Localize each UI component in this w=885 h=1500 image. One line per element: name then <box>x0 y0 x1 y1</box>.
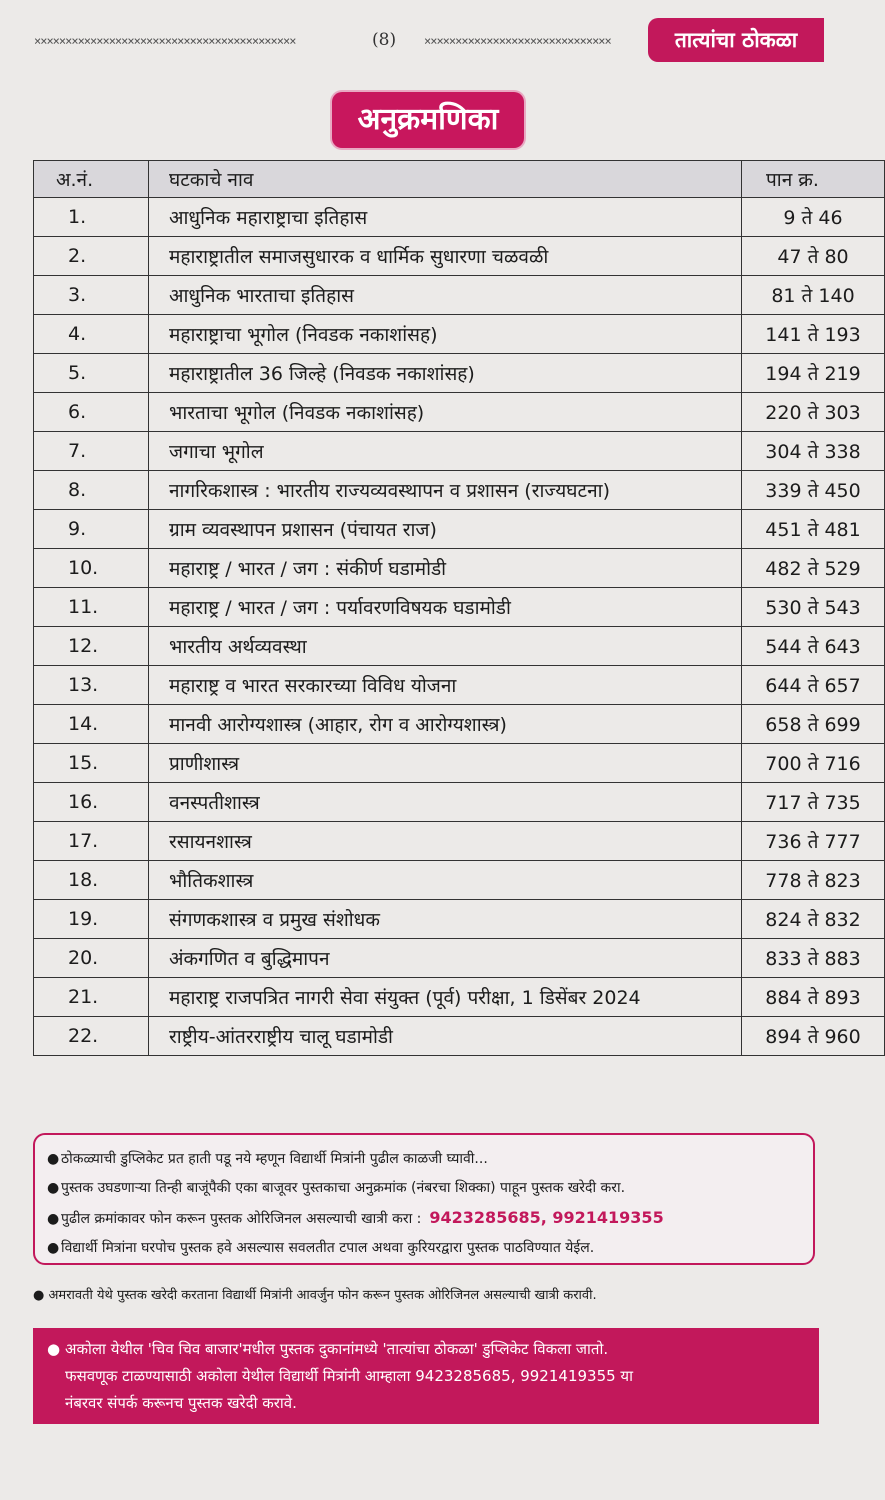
row-topic-name: भारताचा भूगोल (निवडक नकाशांसह) <box>149 393 742 432</box>
row-serial: 19. <box>34 900 149 939</box>
row-page-range: 736 ते 777 <box>742 822 885 861</box>
row-topic-name: आधुनिक भारताचा इतिहास <box>149 276 742 315</box>
note-item: ● पुढील क्रमांकावर फोन करून पुस्तक ओरिजिनल असल्याची खात्री करा : 9423285685, 9921419355 <box>47 1203 801 1234</box>
table-row <box>34 705 885 744</box>
decorative-pattern-left: ×××××××××××××××××××××××××××××××××××××××××× <box>34 34 296 48</box>
table-row <box>34 822 885 861</box>
row-page-range: 824 ते 832 <box>742 900 885 939</box>
table-row <box>34 627 885 666</box>
row-serial: 22. <box>34 1017 149 1056</box>
table-row <box>34 783 885 822</box>
row-serial: 18. <box>34 861 149 900</box>
row-serial: 13. <box>34 666 149 705</box>
contents-table <box>33 160 885 1056</box>
table-row <box>34 549 885 588</box>
row-topic-name: महाराष्ट्राचा भूगोल (निवडक नकाशांसह) <box>149 315 742 354</box>
table-row <box>34 510 885 549</box>
table-row <box>34 471 885 510</box>
row-topic-name: महाराष्ट्र / भारत / जग : पर्यावरणविषयक घडामोडी <box>149 588 742 627</box>
table-row <box>34 276 885 315</box>
row-serial: 12. <box>34 627 149 666</box>
row-serial: 20. <box>34 939 149 978</box>
table-row <box>34 1017 885 1056</box>
header-page-numbers: पान क्र. <box>742 161 885 198</box>
row-serial: 9. <box>34 510 149 549</box>
page-title: अनुक्रमणिका <box>332 92 524 148</box>
table-row <box>34 432 885 471</box>
note-item: ● पुस्तक उघडणाऱ्या तिन्ही बाजूंपैकी एका बाजूवर पुस्तकाचा अनुक्रमांक (नंबरचा शिक्का) पाहून पुस्तक खरेदी करा. <box>47 1174 801 1203</box>
bullet-icon: ● <box>47 1240 60 1256</box>
note-item: ● विद्यार्थी मित्रांना घरपोच पुस्तक हवे असल्यास सवलतीत टपाल अथवा कुरियरद्वारा पुस्तक पाठविण्यात येईल. <box>47 1234 801 1263</box>
table-row <box>34 666 885 705</box>
table-body <box>34 198 885 1056</box>
row-page-range: 894 ते 960 <box>742 1017 885 1056</box>
row-page-range: 658 ते 699 <box>742 705 885 744</box>
row-page-range: 47 ते 80 <box>742 237 885 276</box>
table-row <box>34 237 885 276</box>
row-serial: 17. <box>34 822 149 861</box>
row-page-range: 884 ते 893 <box>742 978 885 1017</box>
table-row <box>34 588 885 627</box>
phone-numbers: 9423285685, 9921419355 <box>429 1208 664 1227</box>
row-serial: 6. <box>34 393 149 432</box>
row-topic-name: मानवी आरोग्यशास्त्र (आहार, रोग व आरोग्यशास्त्र) <box>149 705 742 744</box>
row-topic-name: राष्ट्रीय-आंतरराष्ट्रीय चालू घडामोडी <box>149 1017 742 1056</box>
row-topic-name: संगणकशास्त्र व प्रमुख संशोधक <box>149 900 742 939</box>
row-topic-name: अंकगणित व बुद्धिमापन <box>149 939 742 978</box>
table-row <box>34 315 885 354</box>
page-header <box>0 18 830 68</box>
row-serial: 15. <box>34 744 149 783</box>
row-topic-name: जगाचा भूगोल <box>149 432 742 471</box>
page-number: (8) <box>372 30 397 50</box>
amravati-note: ● अमरावती येथे पुस्तक खरेदी करताना विद्यार्थी मित्रांनी आवर्जुन फोन करून पुस्तक ओरिजिनल असल्याची खात्री करावी. <box>33 1288 597 1303</box>
table-row <box>34 939 885 978</box>
table-row <box>34 978 885 1017</box>
table-row <box>34 354 885 393</box>
row-page-range: 451 ते 481 <box>742 510 885 549</box>
warning-line: फसवणूक टाळण्यासाठी अकोला येथील विद्यार्थी मित्रांनी आम्हाला 9423285685, 9921419355 या <box>65 1367 634 1385</box>
row-page-range: 339 ते 450 <box>742 471 885 510</box>
row-serial: 5. <box>34 354 149 393</box>
row-page-range: 220 ते 303 <box>742 393 885 432</box>
brand-label: तात्यांचा ठोकळा <box>648 18 824 62</box>
warning-line: ● अकोला येथील 'चिव चिव बाजार'मधील पुस्तक दुकानांमध्ये 'तात्यांचा ठोकळा' डुप्लिकेट विकला जातो. <box>47 1336 805 1363</box>
row-serial: 10. <box>34 549 149 588</box>
bullet-icon: ● <box>47 1340 61 1358</box>
row-serial: 21. <box>34 978 149 1017</box>
row-topic-name: प्राणीशास्त्र <box>149 744 742 783</box>
bullet-icon: ● <box>47 1180 60 1196</box>
table-row <box>34 744 885 783</box>
row-topic-name: भौतिकशास्त्र <box>149 861 742 900</box>
row-page-range: 778 ते 823 <box>742 861 885 900</box>
row-topic-name: महाराष्ट्र व भारत सरकारच्या विविध योजना <box>149 666 742 705</box>
row-serial: 16. <box>34 783 149 822</box>
row-page-range: 482 ते 529 <box>742 549 885 588</box>
bullet-icon: ● <box>33 1288 49 1303</box>
bullet-icon: ● <box>47 1211 60 1227</box>
row-topic-name: रसायनशास्त्र <box>149 822 742 861</box>
row-page-range: 833 ते 883 <box>742 939 885 978</box>
row-serial: 11. <box>34 588 149 627</box>
row-page-range: 717 ते 735 <box>742 783 885 822</box>
row-serial: 14. <box>34 705 149 744</box>
header-serial: अ.नं. <box>34 161 149 198</box>
row-topic-name: भारतीय अर्थव्यवस्था <box>149 627 742 666</box>
row-topic-name: महाराष्ट्रातील 36 जिल्हे (निवडक नकाशांसह) <box>149 354 742 393</box>
row-topic-name: नागरिकशास्त्र : भारतीय राज्यव्यवस्थापन व प्रशासन (राज्यघटना) <box>149 471 742 510</box>
decorative-pattern-right: ×××××××××××××××××××××××××××××× <box>424 34 611 48</box>
row-topic-name: आधुनिक महाराष्ट्राचा इतिहास <box>149 198 742 237</box>
table-header-row <box>34 161 885 198</box>
akola-warning-box <box>33 1328 819 1424</box>
row-topic-name: महाराष्ट्रातील समाजसुधारक व धार्मिक सुधारणा चळवळी <box>149 237 742 276</box>
row-topic-name: ग्राम व्यवस्थापन प्रशासन (पंचायत राज) <box>149 510 742 549</box>
row-serial: 3. <box>34 276 149 315</box>
row-topic-name: महाराष्ट्र / भारत / जग : संकीर्ण घडामोडी <box>149 549 742 588</box>
row-topic-name: महाराष्ट्र राजपत्रित नागरी सेवा संयुक्त (पूर्व) परीक्षा, 1 डिसेंबर 2024 <box>149 978 742 1017</box>
row-serial: 2. <box>34 237 149 276</box>
row-page-range: 700 ते 716 <box>742 744 885 783</box>
bullet-icon: ● <box>47 1151 60 1167</box>
row-page-range: 9 ते 46 <box>742 198 885 237</box>
row-page-range: 544 ते 643 <box>742 627 885 666</box>
row-serial: 7. <box>34 432 149 471</box>
note-item: ● ठोकळ्याची डुप्लिकेट प्रत हाती पडू नये म्हणून विद्यार्थी मित्रांनी पुढील काळजी घ्यावी... <box>47 1145 801 1174</box>
row-page-range: 81 ते 140 <box>742 276 885 315</box>
row-page-range: 304 ते 338 <box>742 432 885 471</box>
table-row <box>34 393 885 432</box>
row-topic-name: वनस्पतीशास्त्र <box>149 783 742 822</box>
row-page-range: 194 ते 219 <box>742 354 885 393</box>
table-row <box>34 861 885 900</box>
anti-duplicate-notes <box>33 1133 815 1265</box>
header-topic-name: घटकाचे नाव <box>149 161 742 198</box>
table-row <box>34 900 885 939</box>
row-serial: 4. <box>34 315 149 354</box>
row-page-range: 141 ते 193 <box>742 315 885 354</box>
row-serial: 8. <box>34 471 149 510</box>
warning-line: नंबरवर संपर्क करूनच पुस्तक खरेदी करावे. <box>65 1394 297 1412</box>
row-serial: 1. <box>34 198 149 237</box>
row-page-range: 644 ते 657 <box>742 666 885 705</box>
table-row <box>34 198 885 237</box>
row-page-range: 530 ते 543 <box>742 588 885 627</box>
